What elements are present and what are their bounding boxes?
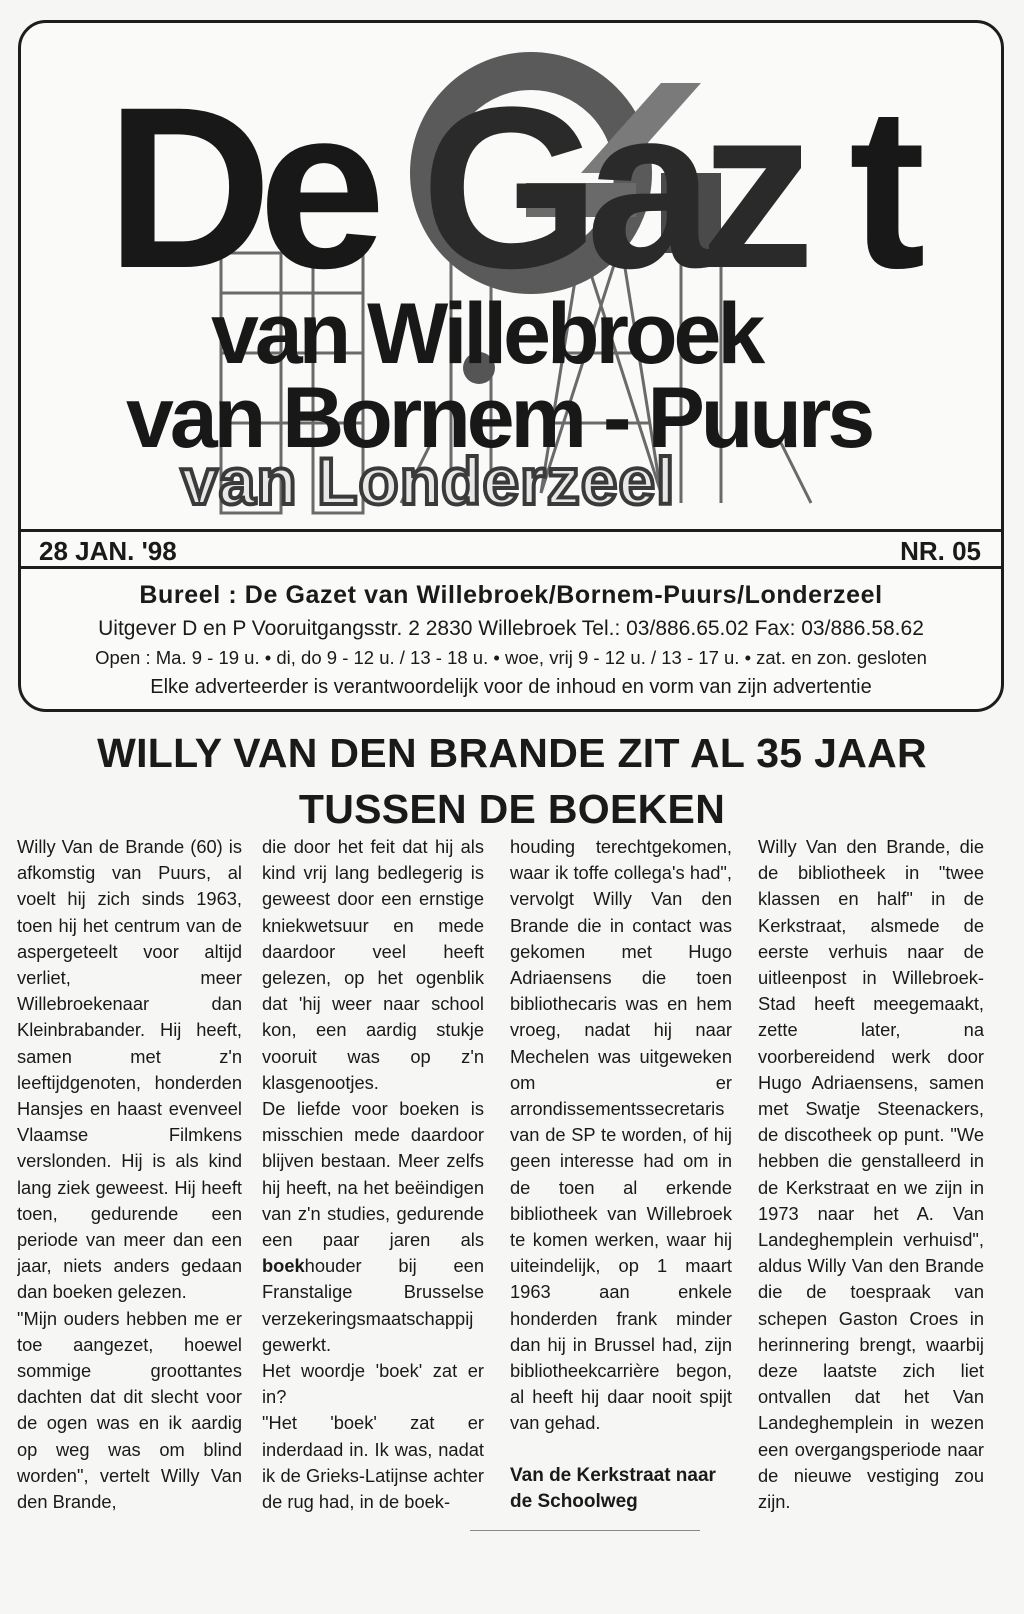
logo-word-t: t xyxy=(849,59,922,316)
publisher-line: Uitgever D en P Vooruitgangsstr. 2 2830 Willebroek Tel.: 03/886.65.02 Fax: 03/886.58.62 xyxy=(98,617,924,640)
column-2-paragraph-2-rest: houder bij een Franstalige Brusselse verzekeringsmaatschappij gewerkt. xyxy=(262,1255,484,1355)
section-divider xyxy=(470,1530,700,1531)
logo-word-gaz: Gaz xyxy=(421,59,801,316)
logo-word-de: De xyxy=(106,59,373,316)
subtitle-londerzeel: van Londerzeel xyxy=(181,444,676,518)
headline-line-2: TUSSEN DE BOEKEN xyxy=(298,786,726,832)
subtitle-willebroek: van Willebroek xyxy=(211,286,762,382)
disclaimer-line: Elke adverteerder is verantwoordelijk voor de inhoud en vorm van zijn advertentie xyxy=(150,676,872,698)
office-line: Bureel : De Gazet van Willebroek/Bornem-Puurs/Londerzeel xyxy=(139,581,883,609)
article-column-4 xyxy=(758,834,984,1604)
article-headline xyxy=(0,725,1024,837)
column-1-paragraph-1: Willy Van de Brande (60) is afkomstig van Puurs, al voelt hij zich sinds 1963, toen hij het centrum van de aspergeteelt voor altijd verliet, meer Willebroekenaar dan Kleinbrabander. Hij heeft, samen met z'n leeftijdgenoten, honderden Hansjes en haast evenveel Vlaamse Filmkens verslonden. Hij is als kind lang ziek geweest. Hij heeft toen, gedurende een periode van meer dan een jaar, niets anders gedaan dan boeken gelezen. xyxy=(17,836,242,1303)
bold-word-boek: boek xyxy=(262,1255,305,1277)
column-1-paragraph-2: "Mijn ouders hebben me er toe aangezet, hoewel sommige groottantes dachten dat dit slecht voor de ogen was en ik aardig op weg was om blind worden", vertelt Willy Van den Brande, xyxy=(17,1307,242,1513)
article-column-1 xyxy=(17,834,242,1604)
column-4-paragraph-1: Willy Van den Brande, die de bibliotheek in "twee klassen en half" in de Kerkstraat, alsmede de eerste verhuis naar de uitleenpost in Willebroek-Stad heeft meegemaakt, zette later, na voorbereidend werk door Hugo Adriaensens, samen met Swatje Steenackers, de discotheek op punt. "We hebben die genstalleerd in de Kerkstraat en we zijn in 1973 naar het A. Van Landeghemplein verhuisd", aldus Willy Van den Brande die de toespraak van schepen Gaston Croes in herinnering brengt, waarbij deze laatste zich liet ontvallen dat het Van Landeghemplein in wezen een overgangsperiode naar de nieuwe vestiging zou zijn. xyxy=(758,836,984,1513)
date-issue-bar xyxy=(21,529,1001,569)
masthead xyxy=(18,20,1004,712)
section-subheading: Van de Kerkstraat naar de Schoolweg xyxy=(510,1464,716,1512)
subtitle-bornem-puurs: van Bornem - Puurs xyxy=(126,370,872,466)
issue-date: 28 JAN. '98 xyxy=(39,536,177,566)
article-column-2 xyxy=(262,834,484,1604)
column-2-paragraph-4: "Het 'boek' zat er inderdaad in. Ik was, nadat ik de Grieks-Latijnse achter de rug had, in de boek- xyxy=(262,1412,484,1513)
headline-line-1: WILLY VAN DEN BRANDE ZIT AL 35 JAAR xyxy=(97,730,927,776)
opening-hours-line: Open : Ma. 9 - 19 u. • di, do 9 - 12 u. / 13 - 18 u. • woe, vrij 9 - 12 u. / 13 - 17 u. • zat. en zon. gesloten xyxy=(95,647,927,668)
column-2-paragraph-2 xyxy=(262,1096,484,1358)
column-2-paragraph-1: die door het feit dat hij als kind vrij lang bedlegerig is geweest door een ernstige kniekwetsuur en mede daardoor veel heeft gelezen, op het ogenblik dat 'hij weer naar school kon, een aardig stukje vooruit was op z'n klasgenootjes. xyxy=(262,836,484,1093)
article-column-3 xyxy=(510,834,732,1604)
column-2-paragraph-2-text: De liefde voor boeken is misschien mede daardoor blijven bestaan. Meer zelfs hij heeft, na het beëindigen van z'n studies, gedurende een paar jaren als xyxy=(262,1098,484,1251)
issue-number: NR. 05 xyxy=(900,536,981,566)
column-3-paragraph-1: houding terechtgekomen, waar ik toffe collega's had", vervolgt Willy Van den Brande die in contact was gekomen met Hugo Adriaensens die toen bibliothecaris was en hem vroeg, nadat hij naar Mechelen was uitgeweken om er arrondissementssecretaris van de SP te worden, of hij geen interesse had om in de toen al erkende bibliotheek van Willebroek te komen werken, waar hij uiteindelijk, op 1 maart 1963 aan enkele honderden frank minder dan hij in Brussel had, zijn bibliotheekcarrière begon, al heeft hij daar nooit spijt van gehad. xyxy=(510,836,732,1434)
column-2-paragraph-3: Het woordje 'boek' zat er in? xyxy=(262,1360,484,1408)
